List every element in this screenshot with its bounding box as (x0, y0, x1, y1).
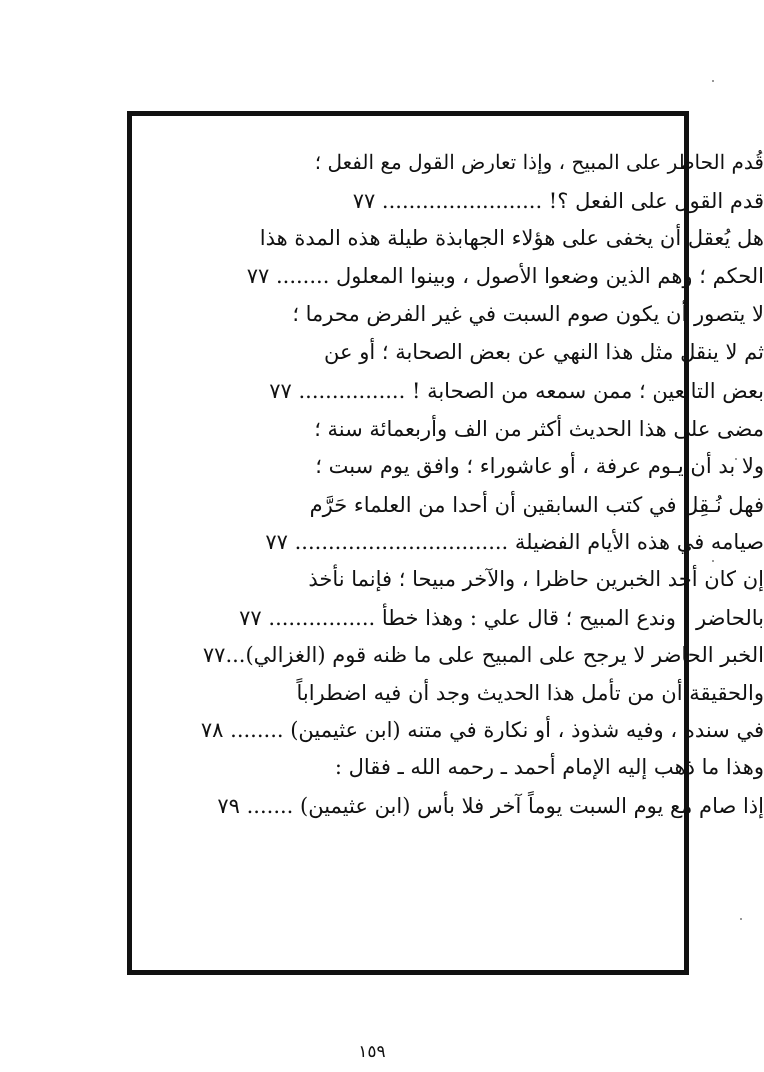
toc-line: قُدم الحاظر على المبيح ، وإذا تعارض القول مع الفعل ؛ (314, 150, 764, 174)
scan-speck (740, 918, 742, 920)
page-number: ١٥٩ (358, 1042, 386, 1062)
toc-line: والحقيقة أن من تأمل هذا الحديث وجد أن فيه اضطراباً (296, 681, 764, 705)
toc-line: مضى على هذا الحديث أكثر من الف وأربعمائة سنة ؛ (314, 417, 764, 441)
toc-line: قدم القول على الفعل ؟! ........................ ٧٧ (352, 189, 764, 213)
toc-line: هل يُعقل أن يخفى على هؤلاء الجهابذة طيلة هذه المدة هذا (259, 226, 764, 250)
toc-line: وهذا ما ذهب إليه الإمام أحمد ـ رحمه الله ـ فقال : (334, 755, 764, 779)
toc-line: الحكم ؛ وهم الذين وضعوا الأصول ، وبينوا المعلول ........ ٧٧ (246, 264, 764, 288)
toc-line: إن كان أحد الخبرين حاظرا ، والآخر مبيحا ؛ فإنما نأخذ (308, 567, 764, 591)
toc-line: ثم لا ينقل مثل هذا النهي عن بعض الصحابة ؛ أو عن (324, 340, 764, 364)
page-border-frame (127, 111, 764, 975)
toc-line: صيامه في هذه الأيام الفضيلة ................................ ٧٧ (265, 530, 764, 554)
scan-speck (712, 80, 714, 82)
toc-line: بعض التابعين ؛ ممن سمعه من الصحابة ! ................ ٧٧ (269, 379, 764, 403)
toc-line: فهل نُـقِل في كتب السابقين أن أحدا من العلماء حَرَّم (309, 493, 764, 517)
toc-line: إذا صام مع يوم السبت يوماً آخر فلا بأس (ابن عثيمين) ....... ٧٩ (217, 794, 764, 818)
toc-line: ولا بد أن يـوم عرفة ، أو عاشوراء ؛ وافق يوم سبت ؛ (315, 454, 764, 478)
toc-line: الخبر الحاضر لا يرجح على المبيح على ما ظنه قوم (الغزالي)...٧٧ (202, 643, 764, 667)
table-of-contents (132, 116, 764, 970)
toc-line: بالحاضر ، وندع المبيح ؛ قال علي : وهذا خطأ ................ ٧٧ (239, 606, 764, 630)
toc-line: في سنده ، وفيه شذوذ ، أو نكارة في متنه (ابن عثيمين) ........ ٧٨ (200, 718, 764, 742)
toc-line: لا يتصور أن يكون صوم السبت في غير الفرض محرما ؛ (292, 302, 764, 326)
